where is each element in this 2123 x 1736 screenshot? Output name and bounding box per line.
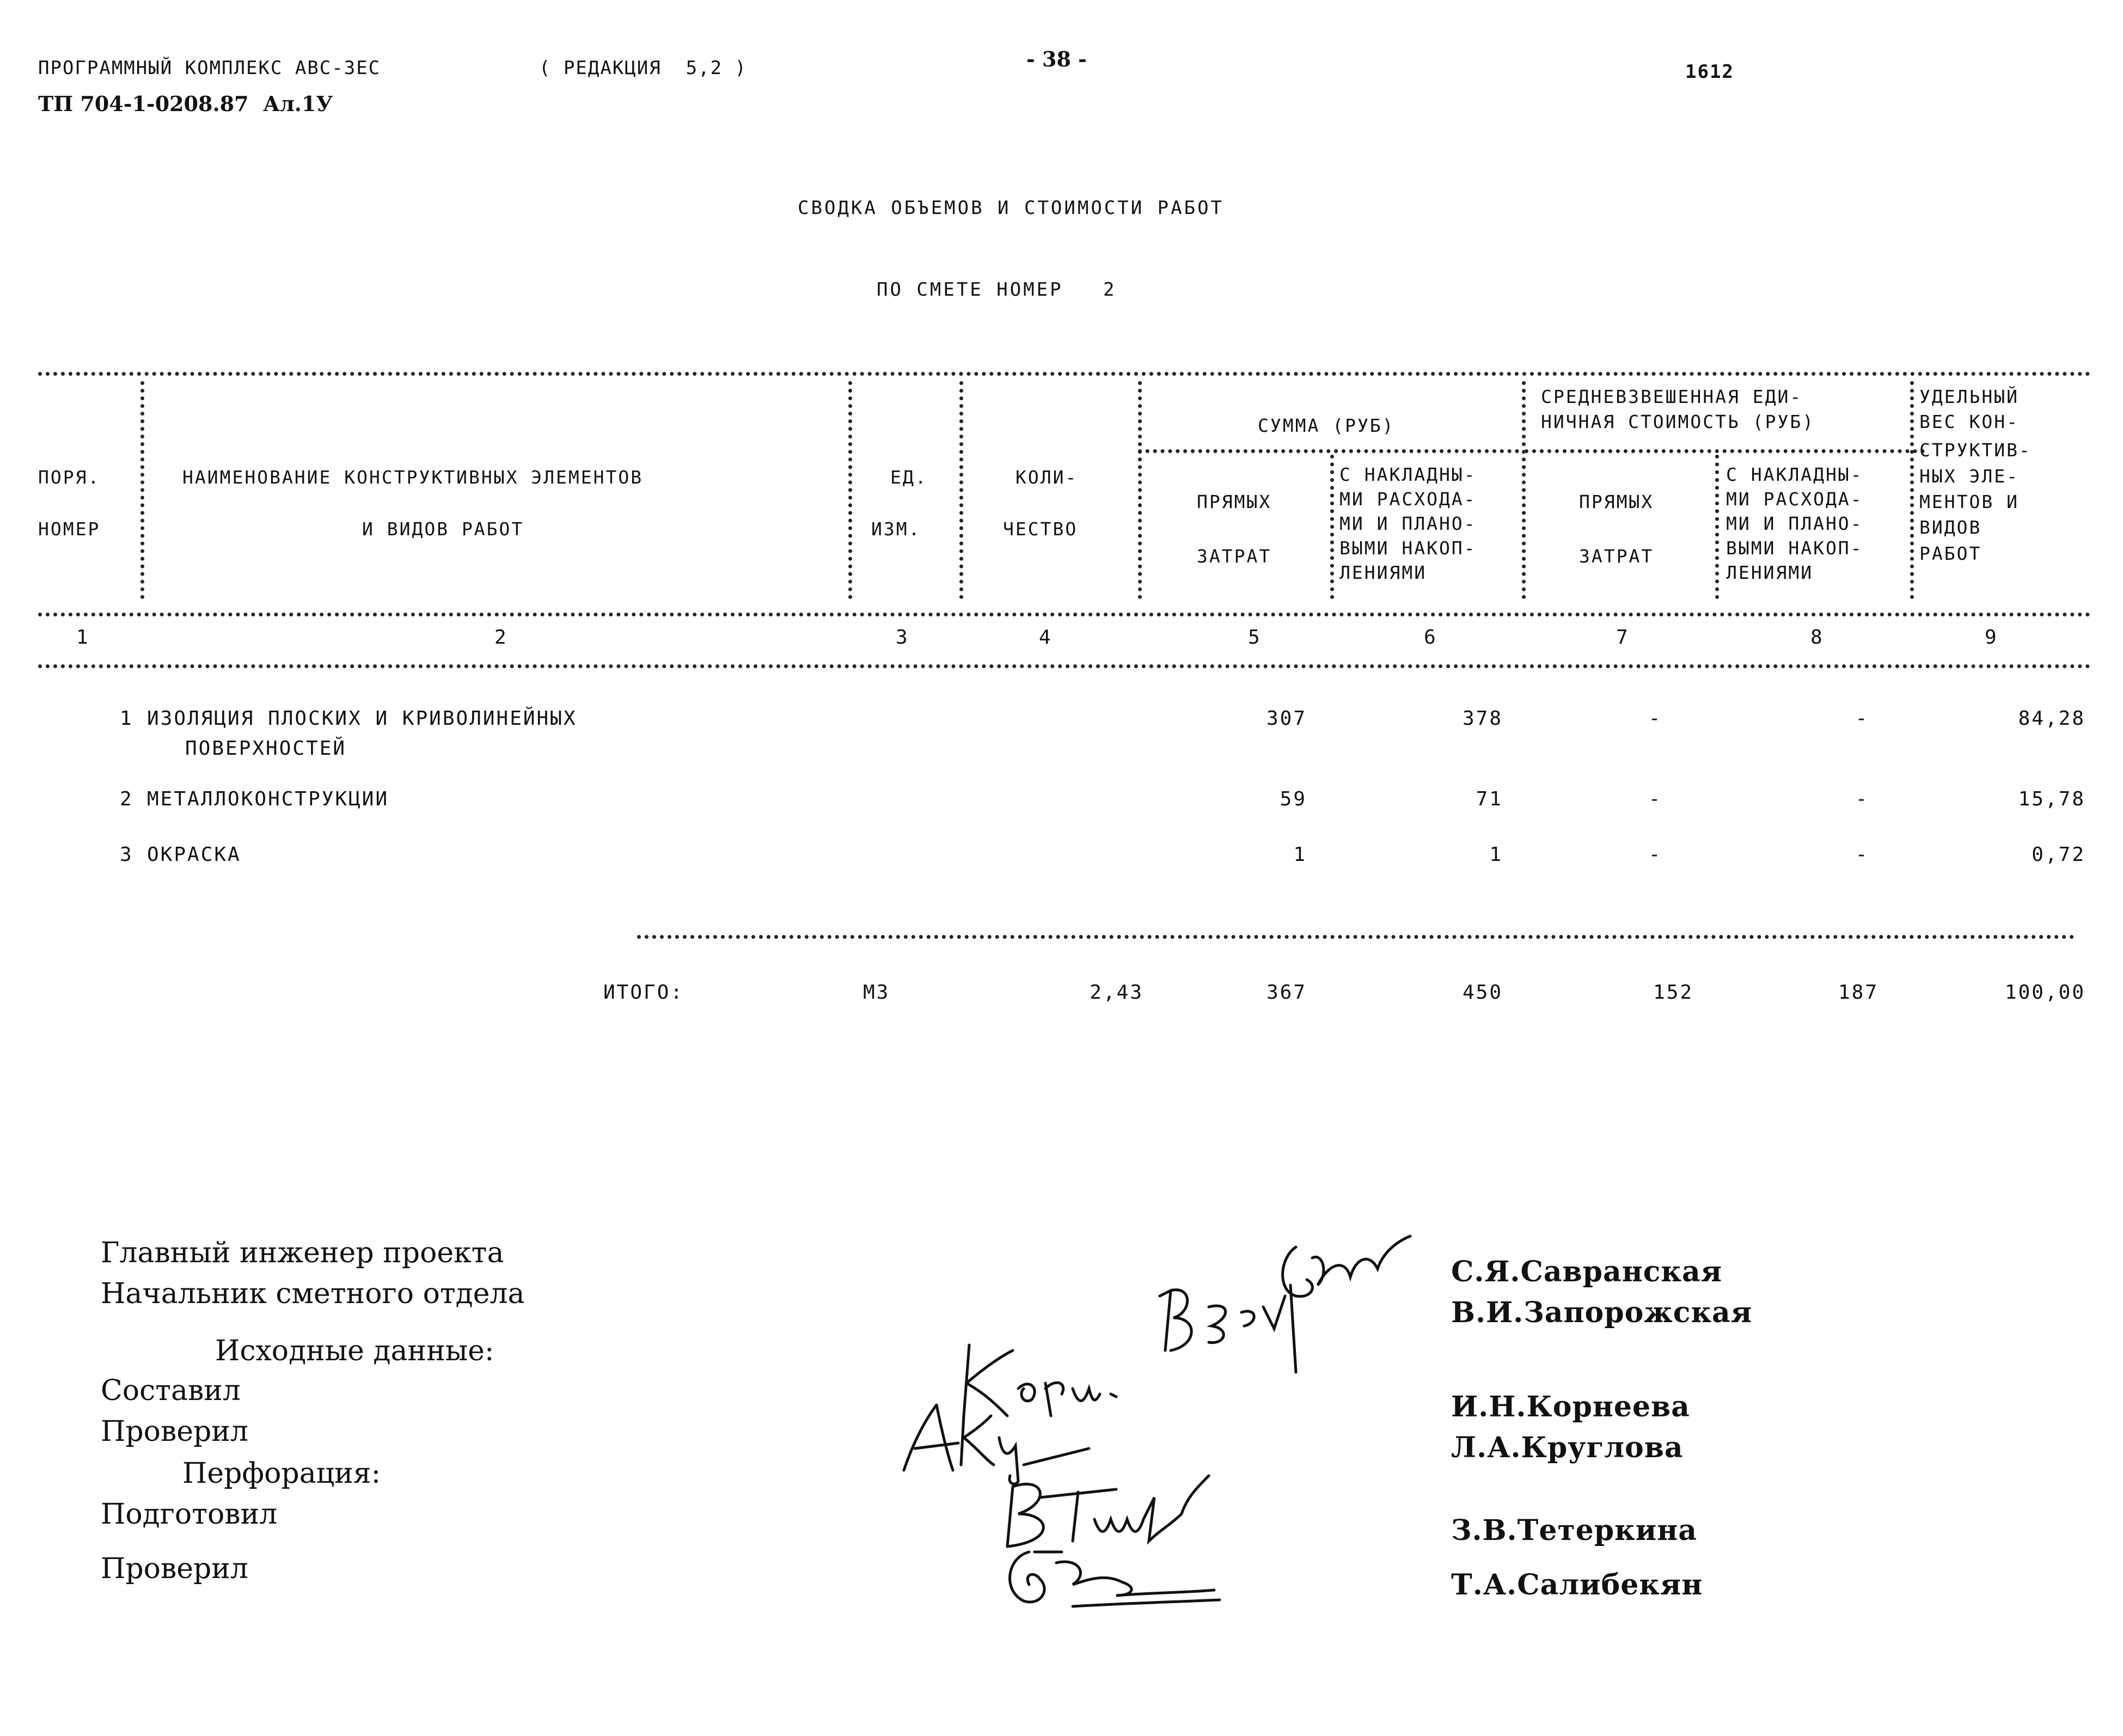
role-chief-engineer: Главный инженер проекта — [101, 1237, 504, 1269]
name-chief-engineer: С.Я.Савранская — [1451, 1255, 1723, 1288]
total-share: 100,00 — [2004, 981, 2085, 1004]
col-avg-group-label-1: СРЕДНЕВЗВЕШЕННАЯ ЕДИ- — [1541, 386, 1803, 407]
total-sum-overhead: 450 — [1462, 981, 1503, 1004]
table-top-rule — [38, 372, 2091, 376]
document-subtitle: ПО СМЕТЕ НОМЕР 2 — [877, 279, 1117, 301]
col-qty-label-1: КОЛИ- — [1015, 467, 1078, 488]
row-sum-direct: 59 — [1280, 788, 1307, 810]
col-share-label-6: ВИДОВ — [1919, 517, 1982, 538]
col-share-label-5: МЕНТОВ И — [1919, 491, 2019, 512]
col-sum-direct-label-1: ПРЯМЫХ — [1197, 491, 1272, 512]
program-edition: ( РЕДАКЦИЯ 5,2 ) — [539, 57, 747, 79]
col-avg-direct-label-2: ЗАТРАТ — [1579, 546, 1654, 567]
row-avg-direct: - — [1648, 788, 1662, 810]
sep — [1715, 455, 1719, 599]
col-number: 1 — [76, 626, 90, 649]
row-name: МЕТАЛЛОКОНСТРУКЦИИ — [147, 788, 389, 810]
row-avg-direct: - — [1648, 707, 1662, 730]
name-checked-2: Т.А.Салибекян — [1451, 1568, 1703, 1601]
name-compiled: И.Н.Корнеева — [1451, 1390, 1690, 1423]
col-share-label-3: СТРУКТИВ- — [1919, 439, 2032, 461]
col-sum-over-label-2: МИ РАСХОДА- — [1339, 488, 1477, 510]
col-share-label-1: УДЕЛЬНЫЙ — [1919, 386, 2019, 407]
row-avg-overhead: - — [1855, 843, 1869, 866]
col-sum-over-label-1: С НАКЛАДНЫ- — [1339, 464, 1477, 485]
program-name: ПРОГРАММНЫЙ КОМПЛЕКС АВС-ЗЕС — [38, 57, 381, 79]
col-name-label-2: И ВИДОВ РАБОТ — [362, 518, 524, 540]
sep — [1330, 455, 1334, 599]
col-avg-over-label-5: ЛЕНИЯМИ — [1726, 562, 1814, 583]
row-num: 2 — [120, 788, 133, 810]
role-estimate-head: Начальник сметного отдела — [101, 1277, 525, 1310]
col-sum-over-label-3: МИ И ПЛАНО- — [1339, 513, 1477, 534]
col-number: 5 — [1248, 626, 1262, 649]
signature-salibekyan — [996, 1541, 1225, 1617]
col-unit-label-2: ИЗМ. — [871, 518, 921, 540]
sep — [1138, 381, 1142, 599]
total-rule — [637, 935, 2075, 939]
role-checked: Проверил — [101, 1415, 248, 1448]
role-source-data: Исходные данные: — [215, 1335, 494, 1367]
col-number: 8 — [1810, 626, 1824, 649]
col-avg-group-label-2: НИЧНАЯ СТОИМОСТЬ (РУБ) — [1541, 411, 1815, 432]
col-number: 2 — [494, 626, 508, 649]
col-avg-over-label-2: МИ РАСХОДА- — [1726, 488, 1863, 510]
sep — [848, 381, 852, 599]
row-name: ИЗОЛЯЦИЯ ПЛОСКИХ И КРИВОЛИНЕЙНЫХ — [147, 707, 577, 730]
total-avg-overhead: 187 — [1838, 981, 1879, 1004]
col-sum-over-label-4: ВЫМИ НАКОП- — [1339, 537, 1477, 559]
col-unit-label-1: ЕД. — [890, 467, 928, 488]
row-share: 0,72 — [2032, 843, 2085, 866]
row-name-cont: ПОВЕРХНОСТЕЙ — [185, 737, 347, 760]
col-share-label-4: НЫХ ЭЛЕ- — [1919, 466, 2019, 487]
col-avg-over-label-4: ВЫМИ НАКОП- — [1726, 537, 1863, 559]
col-qty-label-2: ЧЕСТВО — [1003, 518, 1078, 540]
col-num-label-1: ПОРЯ. — [38, 467, 101, 488]
colnum-bottom-rule — [38, 664, 2091, 668]
project-code: ТП 704-1-0208.87 Ал.1У — [38, 91, 333, 116]
total-unit: М3 — [863, 981, 890, 1004]
sheet-id: 1612 — [1685, 61, 1734, 83]
avg-group-rule — [1525, 449, 1925, 453]
col-share-label-7: РАБОТ — [1919, 543, 1982, 564]
name-estimate-head: В.И.Запорожская — [1451, 1296, 1753, 1329]
document-title: СВОДКА ОБЪЕМОВ И СТОИМОСТИ РАБОТ — [798, 197, 1225, 219]
sep — [140, 381, 144, 599]
row-avg-direct: - — [1648, 843, 1662, 866]
row-avg-overhead: - — [1855, 707, 1869, 730]
total-avg-direct: 152 — [1653, 981, 1693, 1004]
col-share-label-2: ВЕС КОН- — [1919, 411, 2019, 432]
col-sum-group-label: СУММА (РУБ) — [1258, 415, 1395, 436]
role-prepared: Подготовил — [101, 1498, 278, 1531]
name-checked: Л.А.Круглова — [1451, 1431, 1684, 1464]
col-avg-over-label-3: МИ И ПЛАНО- — [1726, 513, 1863, 534]
header-bottom-rule — [38, 613, 2091, 616]
row-sum-overhead: 1 — [1489, 843, 1503, 866]
col-number: 6 — [1424, 626, 1437, 649]
row-share: 15,78 — [2018, 788, 2085, 810]
role-checked-2: Проверил — [101, 1552, 248, 1585]
row-avg-overhead: - — [1855, 788, 1869, 810]
row-name: ОКРАСКА — [147, 843, 241, 866]
total-sum-direct: 367 — [1266, 981, 1307, 1004]
row-sum-direct: 307 — [1266, 707, 1307, 730]
col-number: 7 — [1616, 626, 1630, 649]
col-avg-direct-label-1: ПРЯМЫХ — [1579, 491, 1654, 512]
row-share: 84,28 — [2018, 707, 2085, 730]
sep — [1910, 381, 1914, 599]
row-sum-overhead: 71 — [1476, 788, 1503, 810]
col-avg-over-label-1: С НАКЛАДНЫ- — [1726, 464, 1863, 485]
total-label: ИТОГО: — [603, 981, 684, 1004]
col-number: 4 — [1039, 626, 1053, 649]
role-compiled: Составил — [101, 1374, 241, 1407]
name-prepared: З.В.Тетеркина — [1451, 1514, 1697, 1547]
row-num: 1 — [120, 707, 133, 730]
page-number: - 38 - — [1026, 47, 1087, 71]
col-number: 3 — [896, 626, 909, 649]
col-sum-direct-label-2: ЗАТРАТ — [1197, 546, 1272, 567]
sep — [1522, 381, 1526, 599]
row-sum-overhead: 378 — [1462, 707, 1503, 730]
signature-zaporozhskaya — [1149, 1274, 1312, 1383]
col-number: 9 — [1985, 626, 1998, 649]
col-num-label-2: НОМЕР — [38, 518, 101, 540]
col-sum-over-label-5: ЛЕНИЯМИ — [1339, 562, 1427, 583]
sep — [959, 381, 963, 599]
col-name-label-1: НАИМЕНОВАНИЕ КОНСТРУКТИВНЫХ ЭЛЕМЕНТОВ — [182, 467, 644, 488]
sum-group-rule — [1138, 449, 1519, 453]
total-qty: 2,43 — [1090, 981, 1143, 1004]
role-perforation: Перфорация: — [182, 1457, 381, 1490]
row-num: 3 — [120, 843, 133, 866]
row-sum-direct: 1 — [1293, 843, 1307, 866]
